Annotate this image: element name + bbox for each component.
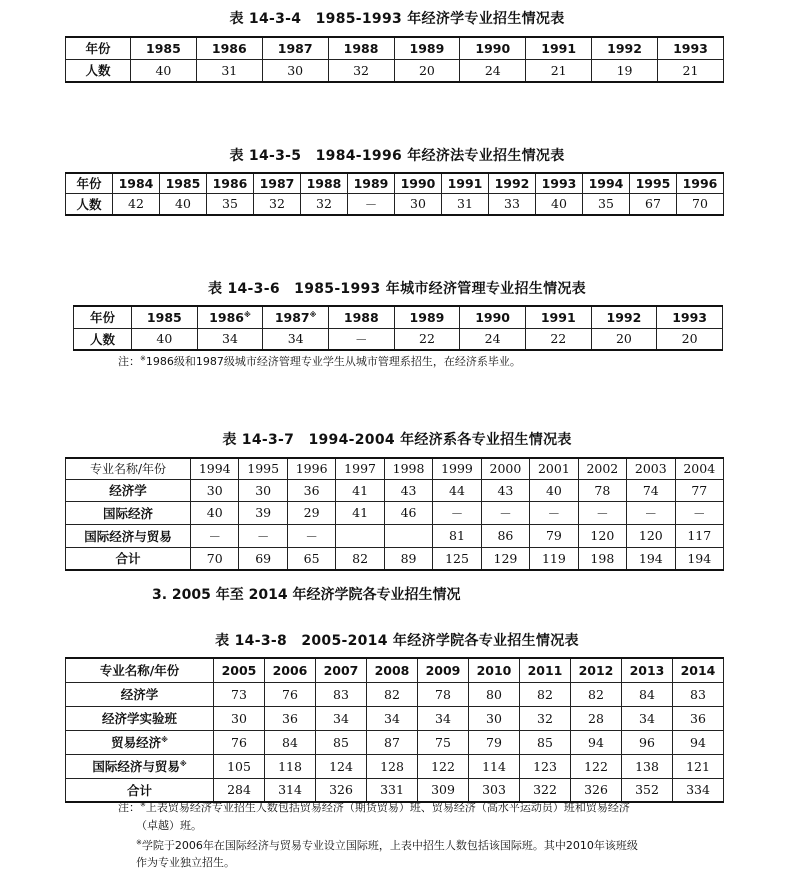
year-cell: 2011 [520,658,571,682]
year-cell: 1987 [262,37,328,59]
value-cell: 41 [336,501,384,524]
table-row [66,524,724,547]
value-cell: 114 [469,754,520,778]
table-header-row [66,658,724,682]
value-cell: － [627,501,675,524]
header-label: 专业名称/年份 [66,658,214,682]
table-header-row [66,458,724,479]
value-cell: 32 [254,193,301,215]
value-cell: 40 [530,479,578,501]
value-cell: 20 [394,59,460,82]
value-cell: 39 [239,501,287,524]
value-cell: 44 [433,479,481,501]
value-cell: 82 [571,682,622,706]
table-14-3-6 [73,305,723,351]
value-cell: 326 [316,778,367,802]
row-label: 合计 [66,778,214,802]
value-cell: 40 [191,501,239,524]
value-cell: 76 [265,682,316,706]
year-cell: 2006 [265,658,316,682]
value-cell: 77 [675,479,723,501]
table-14-3-8-note-2: ※学院于2006年在国际经济与贸易专业设立国际班，上表中招生人数包括该国际班。其中2010年该班级 [136,838,638,852]
row-label: 国际经济与贸易※ [66,754,214,778]
value-cell: 76 [214,730,265,754]
table-14-3-8-note-1-cont: （卓越）班。 [136,819,202,832]
value-cell: 20 [591,328,657,350]
year-cell: 1988 [328,306,394,328]
table-header-row [66,173,724,193]
value-cell: 42 [113,193,160,215]
value-cell: － [675,501,723,524]
value-cell: 83 [673,682,724,706]
year-cell: 2003 [627,458,675,479]
row-label: 国际经济 [66,501,191,524]
year-cell: 1991 [442,173,489,193]
value-cell: 70 [677,193,724,215]
value-cell: 74 [627,479,675,501]
value-cell: 35 [583,193,630,215]
value-cell: 129 [481,547,529,570]
year-cell: 1984 [113,173,160,193]
value-cell: 69 [239,547,287,570]
value-cell: 43 [481,479,529,501]
value-cell: 36 [265,706,316,730]
row-label: 人数 [66,193,113,215]
value-cell: 31 [442,193,489,215]
value-cell: 80 [469,682,520,706]
value-cell: 85 [316,730,367,754]
year-cell: 1986 [207,173,254,193]
value-cell: 94 [673,730,724,754]
table-row [74,328,723,350]
year-cell: 1992 [592,37,658,59]
value-cell: 79 [469,730,520,754]
table-row [66,730,724,754]
value-cell: 122 [418,754,469,778]
year-cell: 1996 [287,458,335,479]
value-cell: 30 [262,59,328,82]
value-cell: 352 [622,778,673,802]
row-label: 国际经济与贸易 [66,524,191,547]
value-cell: － [578,501,626,524]
value-cell: 118 [265,754,316,778]
year-cell: 2001 [530,458,578,479]
value-cell: 82 [367,682,418,706]
table-row [66,547,724,570]
row-label: 经济学 [66,479,191,501]
value-cell: 85 [520,730,571,754]
year-cell: 2000 [481,458,529,479]
year-cell: 2012 [571,658,622,682]
value-cell: － [239,524,287,547]
value-cell: 21 [658,59,724,82]
table-row [66,59,724,82]
value-cell: 73 [214,682,265,706]
value-cell: 326 [571,778,622,802]
year-cell: 1991 [525,306,591,328]
value-cell: 22 [394,328,460,350]
value-cell: 34 [367,706,418,730]
year-cell: 1993 [658,37,724,59]
value-cell: 19 [592,59,658,82]
value-cell: 303 [469,778,520,802]
table-14-3-4-title: 表 14-3-4 1985-1993 年经济学专业招生情况表 [229,11,565,27]
value-cell: 120 [578,524,626,547]
header-label: 年份 [74,306,132,328]
value-cell: 31 [196,59,262,82]
year-cell: 1998 [384,458,432,479]
value-cell: 122 [571,754,622,778]
table-row [66,706,724,730]
header-label: 年份 [66,37,131,59]
table-row [66,193,724,215]
table-row [66,479,724,501]
value-cell: 40 [131,59,197,82]
value-cell: 67 [630,193,677,215]
table-14-3-6-title: 表 14-3-6 1985-1993 年城市经济管理专业招生情况表 [208,281,586,297]
value-cell: 83 [316,682,367,706]
table-14-3-5-title: 表 14-3-5 1984-1996 年经济法专业招生情况表 [229,148,565,164]
value-cell: 30 [191,479,239,501]
table-row [66,501,724,524]
value-cell: 198 [578,547,626,570]
value-cell: 36 [287,479,335,501]
year-cell: 1987※ [263,306,329,328]
value-cell: 138 [622,754,673,778]
value-cell: 86 [481,524,529,547]
row-label: 合计 [66,547,191,570]
value-cell: 65 [287,547,335,570]
table-14-3-8 [65,657,724,803]
value-cell: 22 [525,328,591,350]
year-cell: 1995 [239,458,287,479]
year-cell: 2007 [316,658,367,682]
value-cell: 30 [214,706,265,730]
table-14-3-5 [65,172,724,216]
value-cell: 43 [384,479,432,501]
value-cell: 34 [316,706,367,730]
value-cell: 36 [673,706,724,730]
value-cell: 28 [571,706,622,730]
value-cell: 24 [460,59,526,82]
table-row [66,778,724,802]
year-cell: 1987 [254,173,301,193]
year-cell: 1999 [433,458,481,479]
year-cell: 2013 [622,658,673,682]
value-cell [384,524,432,547]
table-header-row [66,37,724,59]
value-cell: 87 [367,730,418,754]
value-cell: 331 [367,778,418,802]
year-cell: 1988 [328,37,394,59]
value-cell: 105 [214,754,265,778]
value-cell: 32 [328,59,394,82]
row-label: 经济学 [66,682,214,706]
value-cell: 309 [418,778,469,802]
value-cell: 94 [571,730,622,754]
year-cell: 1990 [460,37,526,59]
value-cell: 314 [265,778,316,802]
year-cell: 1989 [348,173,395,193]
row-label: 贸易经济※ [66,730,214,754]
year-cell: 1989 [394,37,460,59]
value-cell: 124 [316,754,367,778]
value-cell: 322 [520,778,571,802]
value-cell: 334 [673,778,724,802]
year-cell: 1986※ [197,306,263,328]
value-cell [336,524,384,547]
value-cell: 119 [530,547,578,570]
value-cell: － [348,193,395,215]
table-14-3-7 [65,457,724,571]
year-cell: 1995 [630,173,677,193]
value-cell: 194 [675,547,723,570]
year-cell: 1985 [132,306,198,328]
year-cell: 1986 [196,37,262,59]
value-cell: － [328,328,394,350]
value-cell: 284 [214,778,265,802]
year-cell: 2010 [469,658,520,682]
value-cell: 125 [433,547,481,570]
value-cell: 89 [384,547,432,570]
year-cell: 1988 [301,173,348,193]
year-cell: 1994 [191,458,239,479]
value-cell: 24 [460,328,526,350]
year-cell: 1991 [526,37,592,59]
value-cell: 128 [367,754,418,778]
row-label: 人数 [74,328,132,350]
value-cell: 96 [622,730,673,754]
value-cell: 34 [263,328,329,350]
value-cell: 120 [627,524,675,547]
table-14-3-8-note-1: 注：※上表贸易经济专业招生人数包括贸易经济（期货贸易）班、贸易经济（高水平运动员）班和贸易经济 [118,800,630,814]
year-cell: 1996 [677,173,724,193]
header-label: 年份 [66,173,113,193]
year-cell: 2008 [367,658,418,682]
value-cell: 40 [536,193,583,215]
table-header-row [74,306,723,328]
value-cell: 82 [336,547,384,570]
value-cell: 32 [520,706,571,730]
table-14-3-7-title: 表 14-3-7 1994-2004 年经济系各专业招生情况表 [222,432,572,448]
value-cell: 30 [395,193,442,215]
year-cell: 2005 [214,658,265,682]
value-cell: 123 [520,754,571,778]
year-cell: 1990 [395,173,442,193]
value-cell: 29 [287,501,335,524]
value-cell: 78 [578,479,626,501]
value-cell: 81 [433,524,481,547]
table-14-3-6-note: 注：※1986级和1987级城市经济管理专业学生从城市管理系招生，在经济系毕业。 [118,354,521,368]
value-cell: 121 [673,754,724,778]
value-cell: 79 [530,524,578,547]
year-cell: 1997 [336,458,384,479]
value-cell: 21 [526,59,592,82]
year-cell: 1992 [591,306,657,328]
value-cell: 70 [191,547,239,570]
section-heading: 3. 2005 年至 2014 年经济学院各专业招生情况 [152,587,461,603]
value-cell: 20 [657,328,723,350]
value-cell: 34 [622,706,673,730]
value-cell: 33 [489,193,536,215]
year-cell: 2002 [578,458,626,479]
year-cell: 1985 [131,37,197,59]
year-cell: 1985 [160,173,207,193]
value-cell: 30 [469,706,520,730]
year-cell: 1992 [489,173,536,193]
header-label: 专业名称/年份 [66,458,191,479]
row-label: 人数 [66,59,131,82]
value-cell: － [530,501,578,524]
year-cell: 1990 [460,306,526,328]
value-cell: 41 [336,479,384,501]
value-cell: － [433,501,481,524]
value-cell: 78 [418,682,469,706]
value-cell: 40 [160,193,207,215]
value-cell: 32 [301,193,348,215]
value-cell: － [481,501,529,524]
value-cell: 40 [132,328,198,350]
year-cell: 1993 [657,306,723,328]
value-cell: － [287,524,335,547]
value-cell: 194 [627,547,675,570]
year-cell: 1994 [583,173,630,193]
year-cell: 2014 [673,658,724,682]
value-cell: 46 [384,501,432,524]
value-cell: 34 [418,706,469,730]
table-14-3-8-title: 表 14-3-8 2005-2014 年经济学院各专业招生情况表 [215,633,579,649]
value-cell: 75 [418,730,469,754]
value-cell: 84 [622,682,673,706]
year-cell: 2004 [675,458,723,479]
table-14-3-8-note-2-cont: 作为专业独立招生。 [136,856,235,869]
table-row [66,754,724,778]
value-cell: 84 [265,730,316,754]
value-cell: － [191,524,239,547]
year-cell: 1993 [536,173,583,193]
table-row [66,682,724,706]
value-cell: 30 [239,479,287,501]
row-label: 经济学实验班 [66,706,214,730]
year-cell: 1989 [394,306,460,328]
value-cell: 82 [520,682,571,706]
year-cell: 2009 [418,658,469,682]
value-cell: 34 [197,328,263,350]
table-14-3-4 [65,36,724,83]
value-cell: 35 [207,193,254,215]
value-cell: 117 [675,524,723,547]
